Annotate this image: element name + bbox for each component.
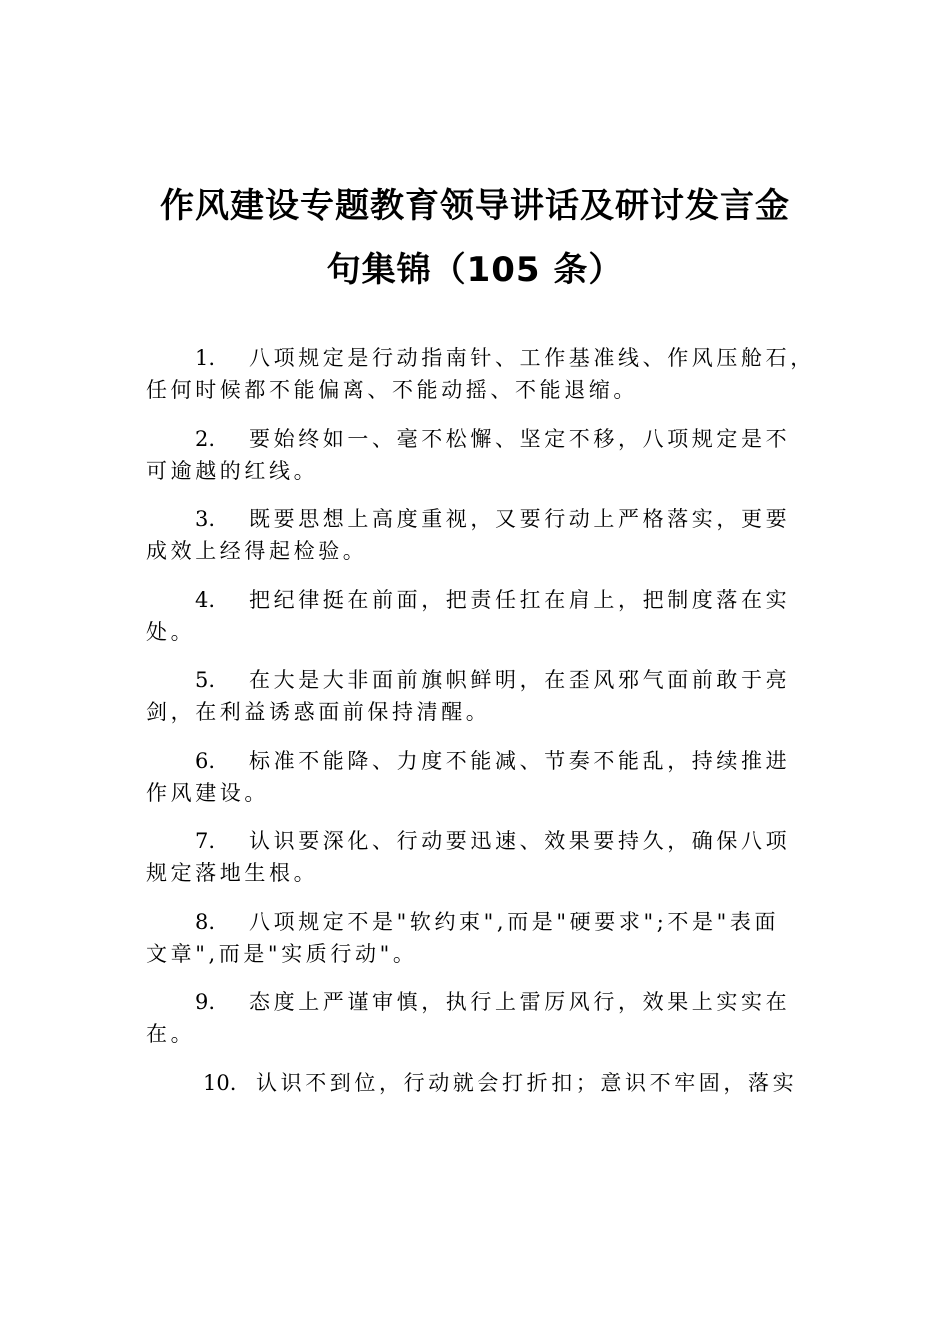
list-item (146, 986, 806, 1067)
item-text-line-1: 认识要深化、行动要迅速、效果要持久，确保八项 (249, 829, 791, 853)
list-item (146, 423, 806, 504)
item-text-line-2: 任何时候都不能偏离、不能动摇、不能退缩。 (146, 378, 638, 402)
item-text-line-1: 既要思想上高度重视，又要行动上严格落实，更要 (249, 507, 791, 531)
item-text-line-2: 规定落地生根。 (146, 861, 319, 885)
list-item (146, 342, 815, 423)
item-text-line-1: 态度上严谨审慎，执行上雷厉风行，效果上实实在 (249, 990, 791, 1014)
document-title-line-1: 作风建设专题教育领导讲话及研讨发言金 (160, 186, 790, 226)
list-item (146, 584, 806, 665)
item-text-line-1: 要始终如一、毫不松懈、坚定不移，八项规定是不 (249, 426, 791, 451)
item-number: 4. (195, 587, 216, 612)
list-item (146, 745, 806, 826)
list-item (146, 825, 806, 906)
list-item (146, 1067, 806, 1148)
item-number: 5. (195, 668, 216, 692)
item-number: 10. (203, 1070, 237, 1095)
item-number: 8. (195, 909, 216, 934)
item-number: 6. (195, 748, 216, 773)
item-text-line-2: 可逾越的红线。 (146, 458, 319, 483)
list-item (146, 906, 806, 987)
list-item (146, 503, 806, 584)
item-number: 3. (195, 507, 216, 531)
document-title-line-2: 句集锦（105 条） (326, 250, 624, 290)
item-number: 2. (195, 426, 216, 451)
item-text-line-1: 在大是大非面前旗帜鲜明，在歪风邪气面前敢于亮 (249, 668, 791, 692)
item-text-line-1: 认识不到位，行动就会打折扣；意识不牢固，落实 (256, 1070, 798, 1095)
item-text-line-2: 在。 (146, 1022, 196, 1046)
item-text-line-2: 剑，在利益诱惑面前保持清醒。 (146, 700, 491, 724)
item-text-line-1: 把纪律挺在前面，把责任扛在肩上，把制度落在实 (249, 587, 791, 612)
item-text-line-2: 作风建设。 (146, 780, 269, 805)
item-text-line-2: 成效上经得起检验。 (146, 539, 368, 563)
list-item (146, 664, 806, 745)
item-number: 1. (195, 346, 216, 370)
item-text-line-2: 处。 (146, 619, 196, 644)
item-text-line-1: 八项规定是行动指南针、工作基准线、作风压舱石， (249, 346, 815, 370)
item-text-line-2: 文章",而是"实质行动"。 (146, 941, 418, 966)
quote-list (146, 342, 815, 1147)
item-number: 9. (195, 990, 216, 1014)
item-text-line-1: 标准不能降、力度不能减、节奏不能乱，持续推进 (249, 748, 791, 773)
item-number: 7. (195, 829, 216, 853)
item-text-line-1: 八项规定不是"软约束",而是"硬要求";不是"表面 (249, 909, 780, 934)
